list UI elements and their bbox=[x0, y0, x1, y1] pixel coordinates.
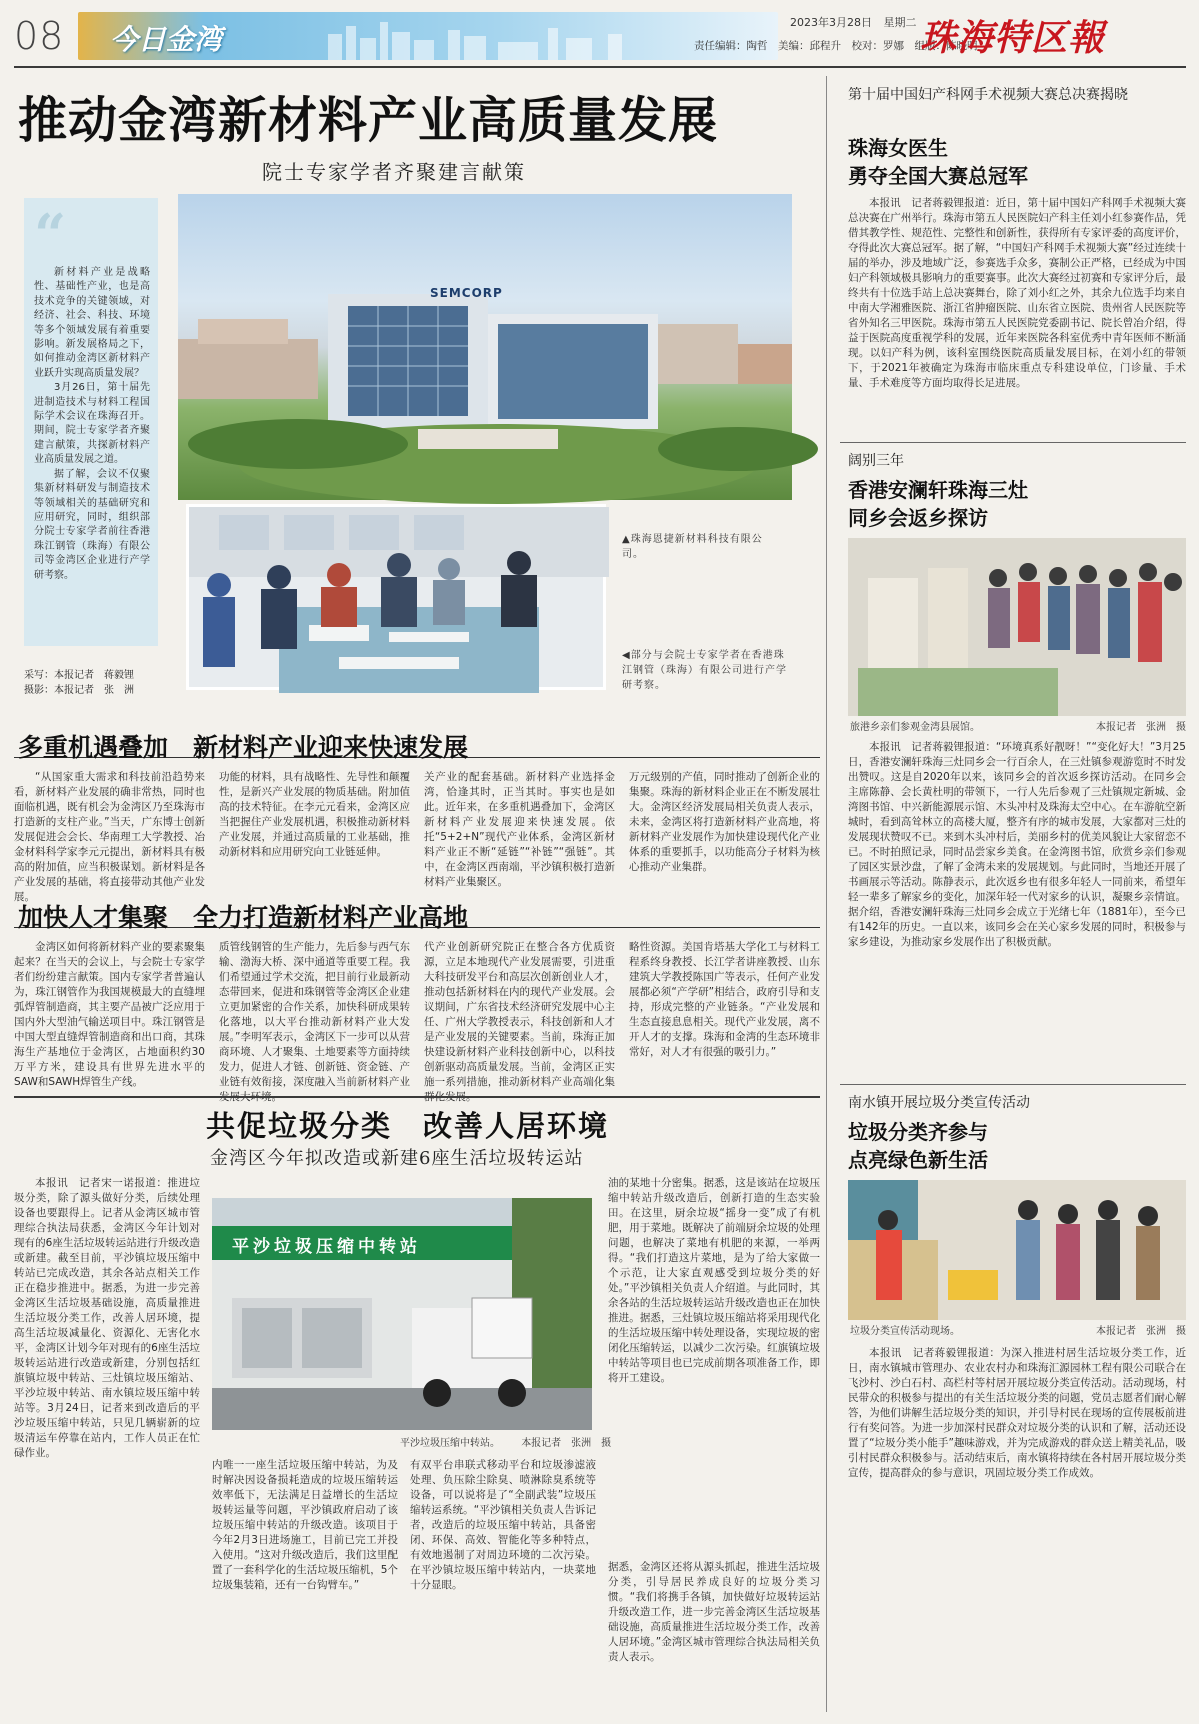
sec1-col-1: “从国家重大需求和科技前沿趋势来看，新材料产业发展的确非常热，同时也面临机遇，既有机会为金湾区乃至珠海市打造新的支柱产业。”当天，广东博士创新发展促进会会长、华南理工大学教授、冶金材料科学家李元元提出，新材料具有极高的附加值，应当积极谋划。新材料是各产业发展的基础，将直接带动其他产业发展。 bbox=[14, 771, 205, 903]
sec1-col-3: 关产业的配套基础。新材料产业选择金湾，恰逢其时，正当其时。事实也是如此。近年来，在多重机遇叠加下，金湾区新材料产业发展迎来快速发展。依托“5+2+N”现代产业体系，金湾区新材料产业正不断“延链”“补链”“强链”。其中，在金湾区西南端，平沙镇积极打造新材料产业集聚区。 bbox=[424, 771, 615, 888]
transfer-station-photo bbox=[212, 1198, 592, 1430]
hometown-visit-photo bbox=[848, 538, 1186, 716]
lead-headline: 推动金湾新材料产业高质量发展 bbox=[18, 91, 719, 149]
side1-body: 本报讯 记者蒋毅锂报道：近日，第十届中国妇产科网手术视频大赛总决赛在广州举行。珠海市第五人民医院妇产科主任刘小红参赛作品，凭借其教学性、规范性、完整性和创新性，获得所有专家评委的高度评价，夺得此次大赛总冠军。据了解，“中国妇产科网手术视频大赛”经过连续十届的举办，涉及地域广泛，参赛选手众多，赛制公正严格，已经成为中国妇产科领域极具影响力的重要赛事。此次大赛经过初赛和专家评分后，最终共有十位选手站上总决赛舞台，除了刘小红之外，其余九位选手均来自中南大学湘雅医院、浙江省肿瘤医院、山东省立医院、贵州省人民医院等省外知名三甲医院。珠海市第五人民医院党委副书记、院长曾冶介绍，得益于医院高度重视学科的发展，近年来医院各科室优秀中青年医师不断涌现。以妇产科为例，该科室围绕医院高质量发展目标，在刘小红的带领下，于2021年被确定为珠海市临床重点专科建设单位，门诊量、手术量、手术难度等方面均取得长足进展。 bbox=[848, 197, 1186, 389]
sec3-col-3a: 内唯一一座生活垃圾压缩中转站，为及时解决因设备损耗造成的垃圾压缩转运效率低下，无法满足日益增长的生活垃圾转运量等问题，平沙镇政府启动了该垃圾压缩中转站的升级改造。该项目于今年2月3日进场施工，目前已完工并投入使用。“这对升级改造后，我们这里配置了一套科学化的生活垃圾压缩机，5个垃圾集装箱，还有一台钩臂车。” bbox=[212, 1459, 398, 1591]
section-banner bbox=[78, 12, 778, 60]
side3-body: 本报讯 记者蒋毅锂报道：为深入推进村居生活垃圾分类工作，近日，南水镇城市管理办、农业农村办和珠海汇源园林工程有限公司联合在飞沙村、沙白石村、高栏村等村居开展垃圾分类宣传活动。活动现场，村民带众的积极参与提出的有关生活垃圾分类的问题，党员志愿者们耐心解答，为他们讲解生活垃圾分类的知识，并引导村民在现场的宣传展板前进行有奖问答。为进一步加深村民群众对垃圾分类的认识和了解，活动还设置了“垃圾分类小能手”趣味游戏，并为完成游戏的群众送上精美礼品，吸引村民群众积极参与。活动结束后，南水镇将持续在各村居开展垃圾分类宣传，提高群众的参与意识，巩固垃圾分类工作成效。 bbox=[848, 1347, 1186, 1479]
sec1-header bbox=[14, 728, 820, 762]
side2-caption-text: 旅港乡亲们参观金湾县展馆。 bbox=[850, 722, 980, 733]
sec2-col-4: 略性资源。美国肯塔基大学化工与材料工程系终身教授、长江学者讲座教授、山东建筑大学教授陈国广等表示，任何产业发展都必须“产学研”相结合，政府引导和支持，形成完整的产业链条。“产业发展和生态直接息息相关。现代产业发展，离不开人才的支撑。珠海和金湾的生态环境非常好，对人才有很强的吸引力。” bbox=[629, 941, 820, 1058]
campaign-illustration bbox=[848, 1180, 1186, 1320]
side1-rule bbox=[840, 442, 1186, 443]
page-number: 08 bbox=[14, 14, 65, 58]
station-sign: 平沙垃圾压缩中转站 bbox=[232, 1237, 421, 1257]
side2-title-1: 香港安澜轩珠海三灶 bbox=[848, 478, 1028, 502]
visit-illustration bbox=[189, 507, 609, 693]
lead-subtitle: 院士专家学者齐聚建言献策 bbox=[262, 160, 526, 184]
header-rule bbox=[14, 66, 1186, 68]
side2-photo-caption bbox=[850, 720, 1186, 735]
factory-photo bbox=[178, 194, 792, 500]
side1-title-1: 珠海女医生 bbox=[848, 136, 948, 160]
side3-caption-text: 垃圾分类宣传活动现场。 bbox=[850, 1326, 960, 1337]
section-name: 今日金湾 bbox=[110, 23, 223, 56]
sec1-col-2: 功能的材料，具有战略性、先导性和颠覆性，是新兴产业发展的物质基础。附加值高的技术特征。在李元元看来，金湾区应当把握住产业发展机遇，积极推动新材料产业发展，并通过高质量的工业基础，推动新材料和应用研究向工业链延伸。 bbox=[219, 771, 410, 858]
intro-para-2: 3月26日，第十届先进制造技术与材料工程国际学术会议在珠海召开。期间，院士专家学者齐聚建言献策，共探新材料产业高质量发展之道。 bbox=[34, 382, 150, 466]
side2-title-2: 同乡会返乡探访 bbox=[848, 506, 988, 530]
station-caption-credit: 本报记者 张洲 摄 bbox=[521, 1438, 612, 1449]
sec3-title: 共促垃圾分类 改善人居环境 bbox=[206, 1109, 610, 1143]
hometown-illustration bbox=[848, 538, 1186, 716]
sec1-title: 多重机遇叠加 新材料产业迎来快速发展 bbox=[18, 733, 469, 762]
sec2-bottom-rule bbox=[14, 1096, 820, 1098]
date: 2023年3月28日 bbox=[790, 16, 872, 29]
credit-photo: 摄影：本报记者 张 洲 bbox=[24, 685, 134, 696]
intro-para-1: 新材料产业是战略性、基础性产业，也是高技术竞争的关键领域，对经济、社会、科技、环境等多个领域发展有着重要影响。新发展格局之下，如何推动金湾区新材料产业跃升实现高质量发展？ bbox=[34, 267, 150, 379]
station-caption-text: 平沙垃圾压缩中转站。 bbox=[400, 1438, 500, 1449]
visit-photo-caption: ◀部分与会院士专家学者在香港珠江钢管（珠海）有限公司进行产学研考察。 bbox=[622, 650, 787, 691]
side3-photo-caption bbox=[850, 1324, 1186, 1339]
sec1-body bbox=[14, 770, 820, 903]
factory-photo-caption: ▲珠海恩捷新材料科技有限公司。 bbox=[622, 534, 763, 560]
credit-writer: 采写：本报记者 蒋毅锂 bbox=[24, 670, 134, 681]
sec2-title: 加快人才集聚 全力打造新材料产业高地 bbox=[18, 903, 469, 932]
weekday: 星期二 bbox=[883, 16, 917, 29]
side3-caption-credit: 本报记者 张洲 摄 bbox=[1096, 1326, 1186, 1337]
column-divider bbox=[826, 76, 827, 1712]
sec3-col-2: 油的某地十分密集。据悉，这是该站在垃圾压缩中转站升级改造后，创新打造的生态实验田。在这里，厨余垃圾“摇身一变”成了有机肥，用于菜地。既解决了前端厨余垃圾的处理问题，也解决了菜地有机肥的来源，一举两得。“我们打造这片菜地，是为了给大家做一个示范，让大家直观感受到垃圾分类的好处。”平沙镇相关负责人介绍道。与此同时，其余各站的生活垃圾转运站升级改造也正在加快推进。据悉，三灶镇垃圾压缩站将采用现代化的生活垃圾压缩中转处理设备，实现垃圾的密闭化压缩转运，以减少二次污染。红旗镇垃圾中转站等项目也已完成前期各项准备工作，即将开工建设。 bbox=[608, 1177, 820, 1384]
intro-para-3: 据了解，会议不仅聚集新材料研发与制造技术等领域相关的基础研究和应用研究，同时，组织部分院士专家学者前往香港珠江钢管（珠海）有限公司等金湾区企业进行产学研考察。 bbox=[34, 468, 150, 581]
side3-kicker: 南水镇开展垃圾分类宣传活动 bbox=[848, 1095, 1030, 1111]
sec2-header bbox=[14, 898, 820, 932]
side3-title-2: 点亮绿色新生活 bbox=[848, 1148, 988, 1172]
side1-kicker: 第十届中国妇产科网手术视频大赛总决赛揭晓 bbox=[848, 87, 1128, 103]
intro-box bbox=[24, 198, 158, 646]
sec1-col-4: 万元级别的产值，同时推动了创新企业的集聚。珠海的新材料企业正在不断发展壮大。金湾区经济发展局相关负责人表示，未来，金湾区将打造新材料产业高地，将新材料产业发展作为加快建设现代化产业体系的重要抓手，以功能高分子材料为核心推动产业集群。 bbox=[629, 771, 820, 873]
sec2-col-1: 金湾区如何将新材料产业的要素聚集起来？在当天的会议上，与会院士专家学者们纷纷建言献策。国内专家学者普遍认为，珠江钢管作为我国规模最大的直缝埋弧焊管制造商，其主要产品被广泛应用于国内外大型油气输送项目中。珠江钢管是中国大型直缝焊管制造商和出口商，其珠海生产基地位于金湾区，占地面积约30万平方米，建设具有世界先进水平的SAW和SAWH焊管生产线。 bbox=[14, 941, 205, 1088]
sec2-body bbox=[14, 940, 820, 1090]
sorting-campaign-photo bbox=[848, 1180, 1186, 1320]
visit-photo bbox=[186, 504, 606, 690]
editor-credits: 责任编辑：陶哲 美编：邱程升 校对：罗娜 组版：陈晓明 bbox=[694, 40, 978, 52]
side2-rule bbox=[840, 1084, 1186, 1085]
side1-title-2: 勇夺全国大赛总冠军 bbox=[848, 164, 1028, 188]
side2-kicker: 阔别三年 bbox=[848, 453, 904, 469]
side3-title-1: 垃圾分类齐参与 bbox=[848, 1120, 988, 1144]
station-photo-caption bbox=[400, 1436, 611, 1451]
sec3-col-1: 本报讯 记者宋一诺报道：推进垃圾分类，除了源头做好分类，后续处理设备也要跟得上。记者从金湾区城市管理综合执法局获悉，金湾区今年计划对现有的6座生活垃圾转运站进行升级改造或新建。截至目前，平沙镇垃圾压缩中转站已完成改造，其余各站点相关工作正在稳步推进中。据悉，为进一步完善金湾区生活垃圾基础设施，高质量推进生活垃圾分类工作，改善人居环境，提高生活垃圾减量化、资源化、无害化水平，金湾区计划今年对现有的6座生活垃圾转运站进行改造或新建，分别包括红旗镇垃圾中转站、三灶镇垃圾压缩站、平沙垃圾中转站、南水镇垃圾压缩中转站等。3月24日，记者来到改造后的平沙垃圾压缩中转站，只见几辆崭新的垃圾清运车停靠在站内，工作人员正在忙碌作业。 bbox=[14, 1177, 200, 1459]
sec3-col-3b: 有双平台串联式移动平台和垃圾渗滤液处理、负压除尘除臭、喷淋除臭系统等设备，可以说将是了“全副武装”垃圾压缩转运系统。“平沙镇相关负责人告诉记者，改造后的垃圾压缩中转站，具备密闭、环保、高效、智能化等多种特点，有效地遏制了对周边环境的二次污染。在平沙镇垃圾压缩中转站内，一块菜地十分显眼。 bbox=[410, 1459, 596, 1591]
skyline-graphic bbox=[318, 16, 758, 60]
lead-credits bbox=[24, 668, 134, 698]
sec2-col-2: 质管线钢管的生产能力，先后参与西气东输、渤海大桥、深中通道等重要工程。我们希望通过学术交流，把目前行业最新动态带回来，促进和珠钢管等金湾区企业建立更加紧密的合作关系，加快科研成果转化落地，以大平台推动新材料产业大发展。”李明军表示，金湾区下一步可以从营商环境、人才聚集、土地要素等方面持续发力，促进人才链、创新链、资金链、产业链有效衔接，深度融入当前新材料产业 bbox=[219, 941, 410, 1088]
sec3-subtitle: 金湾区今年拟改造或新建6座生活垃圾转运站 bbox=[210, 1148, 584, 1169]
issue-date bbox=[790, 14, 917, 30]
side2-body: 本报讯 记者蒋毅锂报道：“环境真系好靓呀！”“变化好大！”3月25日，香港安澜轩珠海三灶同乡会一行百余人，在三灶镇参观游览时不时发出赞叹。这是自2020年以来，该同乡会的首次返乡探访活动。在同乡会主席陈静、会长黄杜明的带领下，一行人先后参观了三灶镇规定新城、金湾图书馆、中兴新能源展示馆、木头冲村及珠海太空中心。在车游航空新城时，看到高耸林立的高楼大厦，整齐有序的城市发展，大家都对三灶的发展现状赞叹不已。来到木头冲村后，美丽乡村的优美风貌让大家留恋不已。不时拍照记录，同时品尝家乡美食。在金湾图书馆，欣赏乡亲们参观了园区实景沙盘，了解了金湾未来的发展规划。与此同时，当地还开展了书画展示等活动。陈静表示，此次返乡也有很多年轻人一同前来，希望年轻一辈多了解家乡的变化，加深年轻一代对家乡的认识，凝聚乡亲情谊。据介绍，香港安澜轩珠海三灶同乡会成立于光绪七年（1881年），至今已有142年的历史。一直以来，该同乡会在关心家乡发展的同时，积极参与家乡建设，为推动家乡发展作出了积极贡献。 bbox=[848, 741, 1186, 948]
side2-caption-credit: 本报记者 张洲 摄 bbox=[1096, 722, 1186, 733]
quote-mark-icon: “ bbox=[34, 202, 67, 268]
sec3-col-4: 据悉，金湾区还将从源头抓起，推进生活垃圾分类，引导居民养成良好的垃圾分类习惯。“我们将携手各镇，加快做好垃圾转运站升级改造工作，进一步完善金湾区生活垃圾基础设施，高质量推进生活垃圾分类工作，改善人居环境。”金湾区城市管理综合执法局相关负责人表示。 bbox=[608, 1561, 820, 1663]
newspaper-logo: 珠海特区報 bbox=[920, 17, 1106, 59]
factory-sign: SEMCORP bbox=[430, 286, 503, 300]
factory-illustration bbox=[178, 194, 792, 500]
sec2-col-3: 代产业创新研究院正在整合各方优质资源，立足本地现代产业发展需要，引进重大科技研发平台和高层次创新创业人才，推动包括新材料在内的现代产业发展。会议期间，广东省技术经济研究发展中心主任、广州大学教授表示，科技创新和人才是产业发展的关键要素。当前，珠海正加快建设新材料产业科技创新中心，以科技创新驱动高质量发展。当前，金湾区正实施一系列措施，推动新材料产业高端化集 bbox=[424, 941, 615, 1088]
